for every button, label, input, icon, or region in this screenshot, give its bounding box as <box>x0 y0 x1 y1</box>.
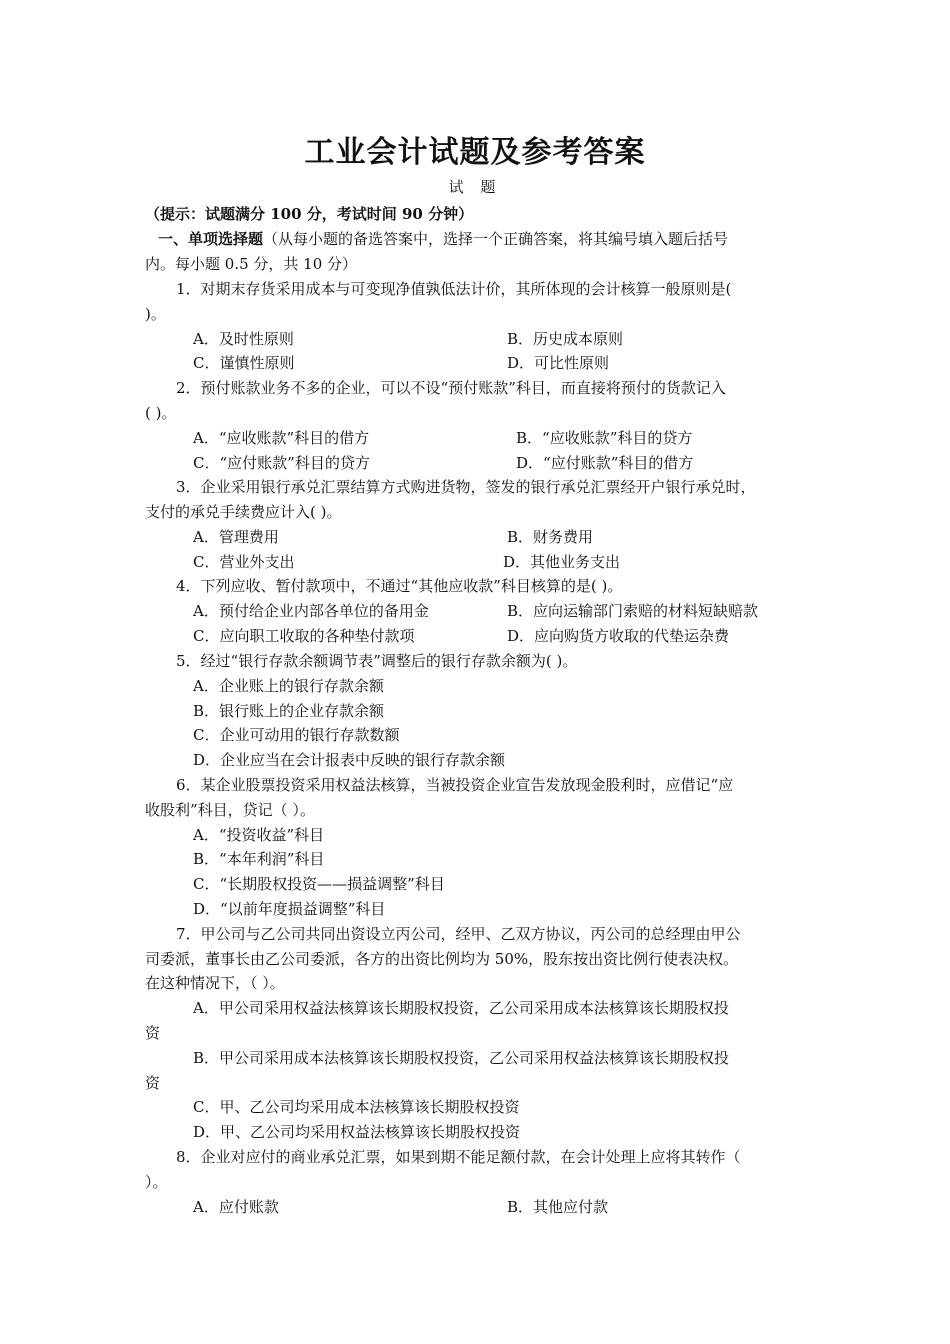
document-subtitle: 试 题 <box>448 178 502 196</box>
question-6-option-c: C．“长期股权投资——损益调整”科目 <box>193 875 445 893</box>
question-7-option-d: D．甲、乙公司均采用权益法核算该长期股权投资 <box>193 1123 521 1141</box>
question-8-option-b: B．其他应付款 <box>507 1198 609 1216</box>
question-7-option-a-cont: 资 <box>145 1024 161 1042</box>
question-3-stem: 3．企业采用银行承兑汇票结算方式购进货物，签发的银行承兑汇票经开户银行承兑时， <box>176 478 756 496</box>
question-6-stem-cont: 收股利”科目，贷记（ ）。 <box>145 801 315 819</box>
question-3-stem-cont: 支付的承兑手续费应计入( )。 <box>145 503 342 521</box>
question-6-option-d: D．“以前年度损益调整”科目 <box>193 900 386 918</box>
question-4-option-a: A．预付给企业内部各单位的备用金 <box>193 602 429 620</box>
question-1-stem: 1．对期末存货采用成本与可变现净值孰低法计价，其所体现的会计核算一般原则是( <box>176 280 732 298</box>
question-1-stem-cont: )。 <box>145 305 166 323</box>
question-5-option-d: D．企业应当在会计报表中反映的银行存款余额 <box>193 751 506 769</box>
question-4-option-b: B．应向运输部门索赔的材料短缺赔款 <box>507 602 759 620</box>
question-2-option-c: C．“应付账款”科目的贷方 <box>193 454 370 472</box>
question-7-option-c: C．甲、乙公司均采用成本法核算该长期股权投资 <box>193 1098 520 1116</box>
question-7-option-b: B．甲公司采用成本法核算该长期股权投资，乙公司采用权益法核算该长期股权投 <box>193 1049 730 1067</box>
question-6-stem: 6．某企业股票投资采用权益法核算，当被投资企业宣告发放现金股利时，应借记“应 <box>176 776 734 794</box>
question-7-stem: 7．甲公司与乙公司共同出资设立丙公司，经甲、乙双方协议，丙公司的总经理由甲公 <box>176 925 741 943</box>
question-1-option-b: B．历史成本原则 <box>507 330 624 348</box>
document-title: 工业会计试题及参考答案 <box>304 135 646 170</box>
question-6-option-b: B．“本年利润”科目 <box>193 850 325 868</box>
question-4-stem: 4．下列应收、暂付款项中，不通过“其他应收款”科目核算的是( )。 <box>176 577 623 595</box>
question-3-option-c: C．营业外支出 <box>193 553 295 571</box>
question-2-option-a: A．“应收账款”科目的借方 <box>193 429 370 447</box>
question-3-option-d: D．其他业务支出 <box>503 553 621 571</box>
question-5-option-a: A．企业账上的银行存款余额 <box>193 677 384 695</box>
question-4-option-c: C．应向职工收取的各种垫付款项 <box>193 627 415 645</box>
section-instruction: （从每小题的备选答案中，选择一个正确答案，将其编号填入题后括号 <box>263 230 729 248</box>
question-7-option-a: A．甲公司采用权益法核算该长期股权投资，乙公司采用成本法核算该长期股权投 <box>193 999 729 1017</box>
question-1-option-a: A．及时性原则 <box>193 330 294 348</box>
question-5-option-c: C．企业可动用的银行存款数额 <box>193 726 400 744</box>
question-2-stem-cont: ( )。 <box>145 404 177 422</box>
question-7-stem-cont-2: 在这种情况下，（ ）。 <box>145 974 285 992</box>
exam-hint: （提示：试题满分 100 分，考试时间 90 分钟） <box>145 205 474 223</box>
question-8-option-a: A．应付账款 <box>193 1198 279 1216</box>
question-3-option-a: A．管理费用 <box>193 528 279 546</box>
question-6-option-a: A．“投资收益”科目 <box>193 826 325 844</box>
question-1-option-c: C．谨慎性原则 <box>193 354 295 372</box>
question-8-stem: 8．企业对应付的商业承兑汇票，如果到期不能足额付款，在会计处理上应将其转作（ <box>176 1148 741 1166</box>
question-3-option-b: B．财务费用 <box>507 528 594 546</box>
question-1-option-d: D．可比性原则 <box>507 354 610 372</box>
section-instruction-cont: 内。每小题 0.5 分，共 10 分） <box>145 255 358 273</box>
question-2-option-d: D．“应付账款”科目的借方 <box>516 454 694 472</box>
question-7-option-b-cont: 资 <box>145 1074 161 1092</box>
question-8-stem-cont: ）。 <box>145 1173 168 1191</box>
question-5-option-b: B．银行账上的企业存款余额 <box>193 702 385 720</box>
section-heading-line <box>158 227 728 252</box>
question-4-option-d: D．应向购货方收取的代垫运杂费 <box>507 627 730 645</box>
section-heading: 一、单项选择题 <box>158 230 264 248</box>
question-5-stem: 5．经过“银行存款余额调节表”调整后的银行存款余额为( )。 <box>176 652 578 670</box>
question-2-stem: 2．预付账款业务不多的企业，可以不设“预付账款”科目，而直接将预付的货款记入 <box>176 379 726 397</box>
question-7-stem-cont: 司委派，董事长由乙公司委派，各方的出资比例均为 50%，股东按出资比例行使表决权。 <box>145 950 739 968</box>
question-2-option-b: B．“应收账款”科目的贷方 <box>516 429 693 447</box>
